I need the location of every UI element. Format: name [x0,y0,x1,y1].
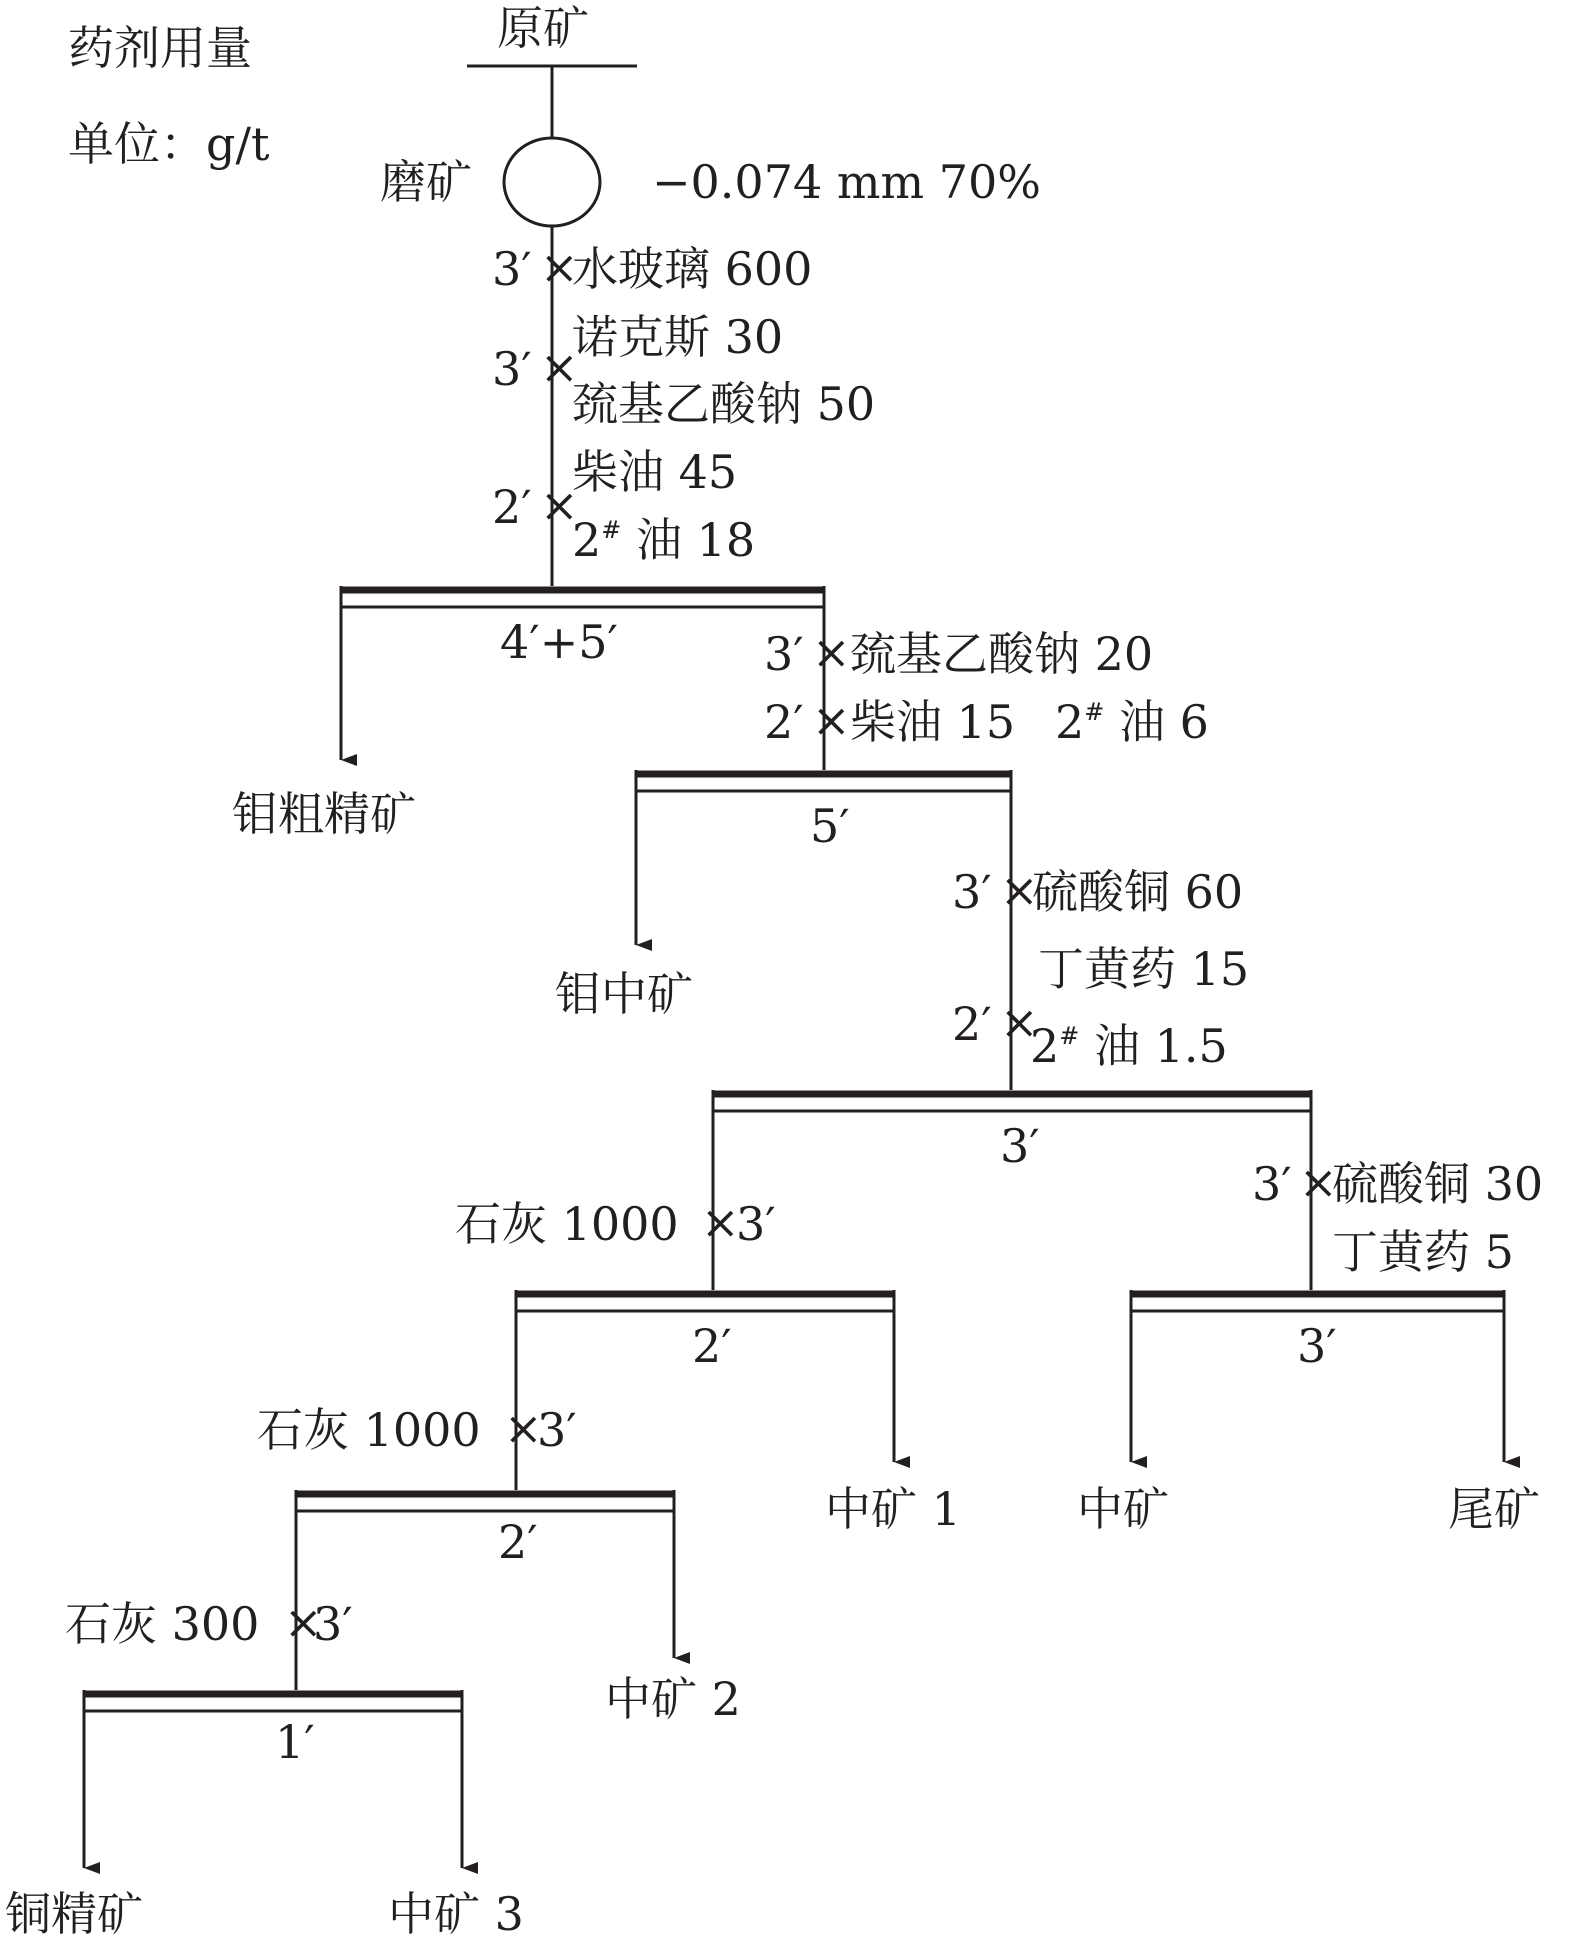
scavenger-reagent-time-1: 3′ [764,627,804,681]
legend-unit: 单位：g/t [68,117,270,171]
grinding-fineness: −0.074 mm 70% [652,155,1041,209]
grinding-label: 磨矿 [380,155,472,209]
cleaner1-time: 2′ [692,1319,732,1373]
cleaner3-reagent-time: 3′ [313,1597,353,1651]
dosing-mark: × [812,693,851,747]
rougher-reagent-time-3: 2′ [492,480,532,534]
legend-title: 药剂用量 [68,21,252,75]
cleaner3-reagent: 石灰 300 [65,1597,260,1651]
dosing-mark: × [701,1195,740,1249]
rougher-reagent-time-2: 3′ [492,342,532,396]
scavenger-reagent-2: 柴油 15 [850,695,1016,749]
dosing-mark: × [540,340,579,394]
dosing-mark: × [812,625,851,679]
rougher-reagent-4: 柴油 45 [572,445,738,499]
scavenger-reagent-3: 2# 油 6 [1055,695,1209,749]
cu-rougher-reagent-time-1: 3′ [952,865,992,919]
dosing-mark: × [504,1401,543,1455]
cu-rougher-reagent-time-2: 2′ [952,997,992,1051]
middling-2: 中矿 2 [605,1672,741,1726]
cu-scavenger-middling: 中矿 [1077,1482,1169,1536]
cleaner2-reagent-time: 3′ [537,1403,577,1457]
dosing-mark: × [1000,863,1039,917]
cleaner2-reagent: 石灰 1000 [257,1403,481,1457]
dosing-mark: × [1299,1155,1338,1209]
rougher-reagent-1: 水玻璃 600 [572,242,813,296]
cleaner3-time: 1′ [275,1715,315,1769]
rougher-reagent-2: 诺克斯 30 [572,310,784,364]
middling-1: 中矿 1 [825,1482,961,1536]
cu-scavenger-reagent-2: 丁黄药 5 [1332,1225,1514,1279]
scavenger-time: 5′ [810,799,850,853]
cu-rougher-reagent-2: 丁黄药 15 [1038,942,1250,996]
rougher-reagent-time-1: 3′ [492,242,532,296]
cleaner1-reagent: 石灰 1000 [455,1197,679,1251]
cu-concentrate: 铜精矿 [5,1887,143,1941]
tailings: 尾矿 [1448,1482,1540,1536]
rougher-reagent-3: 巯基乙酸钠 50 [572,377,876,431]
dosing-mark: × [540,478,579,532]
feed-label: 原矿 [497,1,589,55]
cu-scavenger-reagent-1: 硫酸铜 30 [1332,1157,1544,1211]
cu-rougher-reagent-1: 硫酸铜 60 [1032,865,1244,919]
cleaner2-time: 2′ [498,1515,538,1569]
mo-middling: 钼中矿 [555,967,693,1021]
grinding-circle [504,138,600,226]
cu-rougher-reagent-3: 2# 油 1.5 [1030,1019,1228,1073]
dosing-mark: × [1000,995,1039,1049]
middling-3: 中矿 3 [388,1887,524,1941]
dosing-mark: × [540,240,579,294]
dosing-mark: × [284,1595,323,1649]
scavenger-reagent-time-2: 2′ [764,695,804,749]
cu-rougher-time: 3′ [1000,1119,1040,1173]
cu-scavenger-reagent-time: 3′ [1252,1157,1292,1211]
cu-scavenger-time: 3′ [1297,1319,1337,1373]
rougher-time: 4′+5′ [500,615,618,669]
cleaner1-reagent-time: 3′ [736,1197,776,1251]
mo-rough-concentrate: 钼粗精矿 [232,787,416,841]
rougher-reagent-5: 2# 油 18 [572,513,756,567]
scavenger-reagent-1: 巯基乙酸钠 20 [850,627,1154,681]
